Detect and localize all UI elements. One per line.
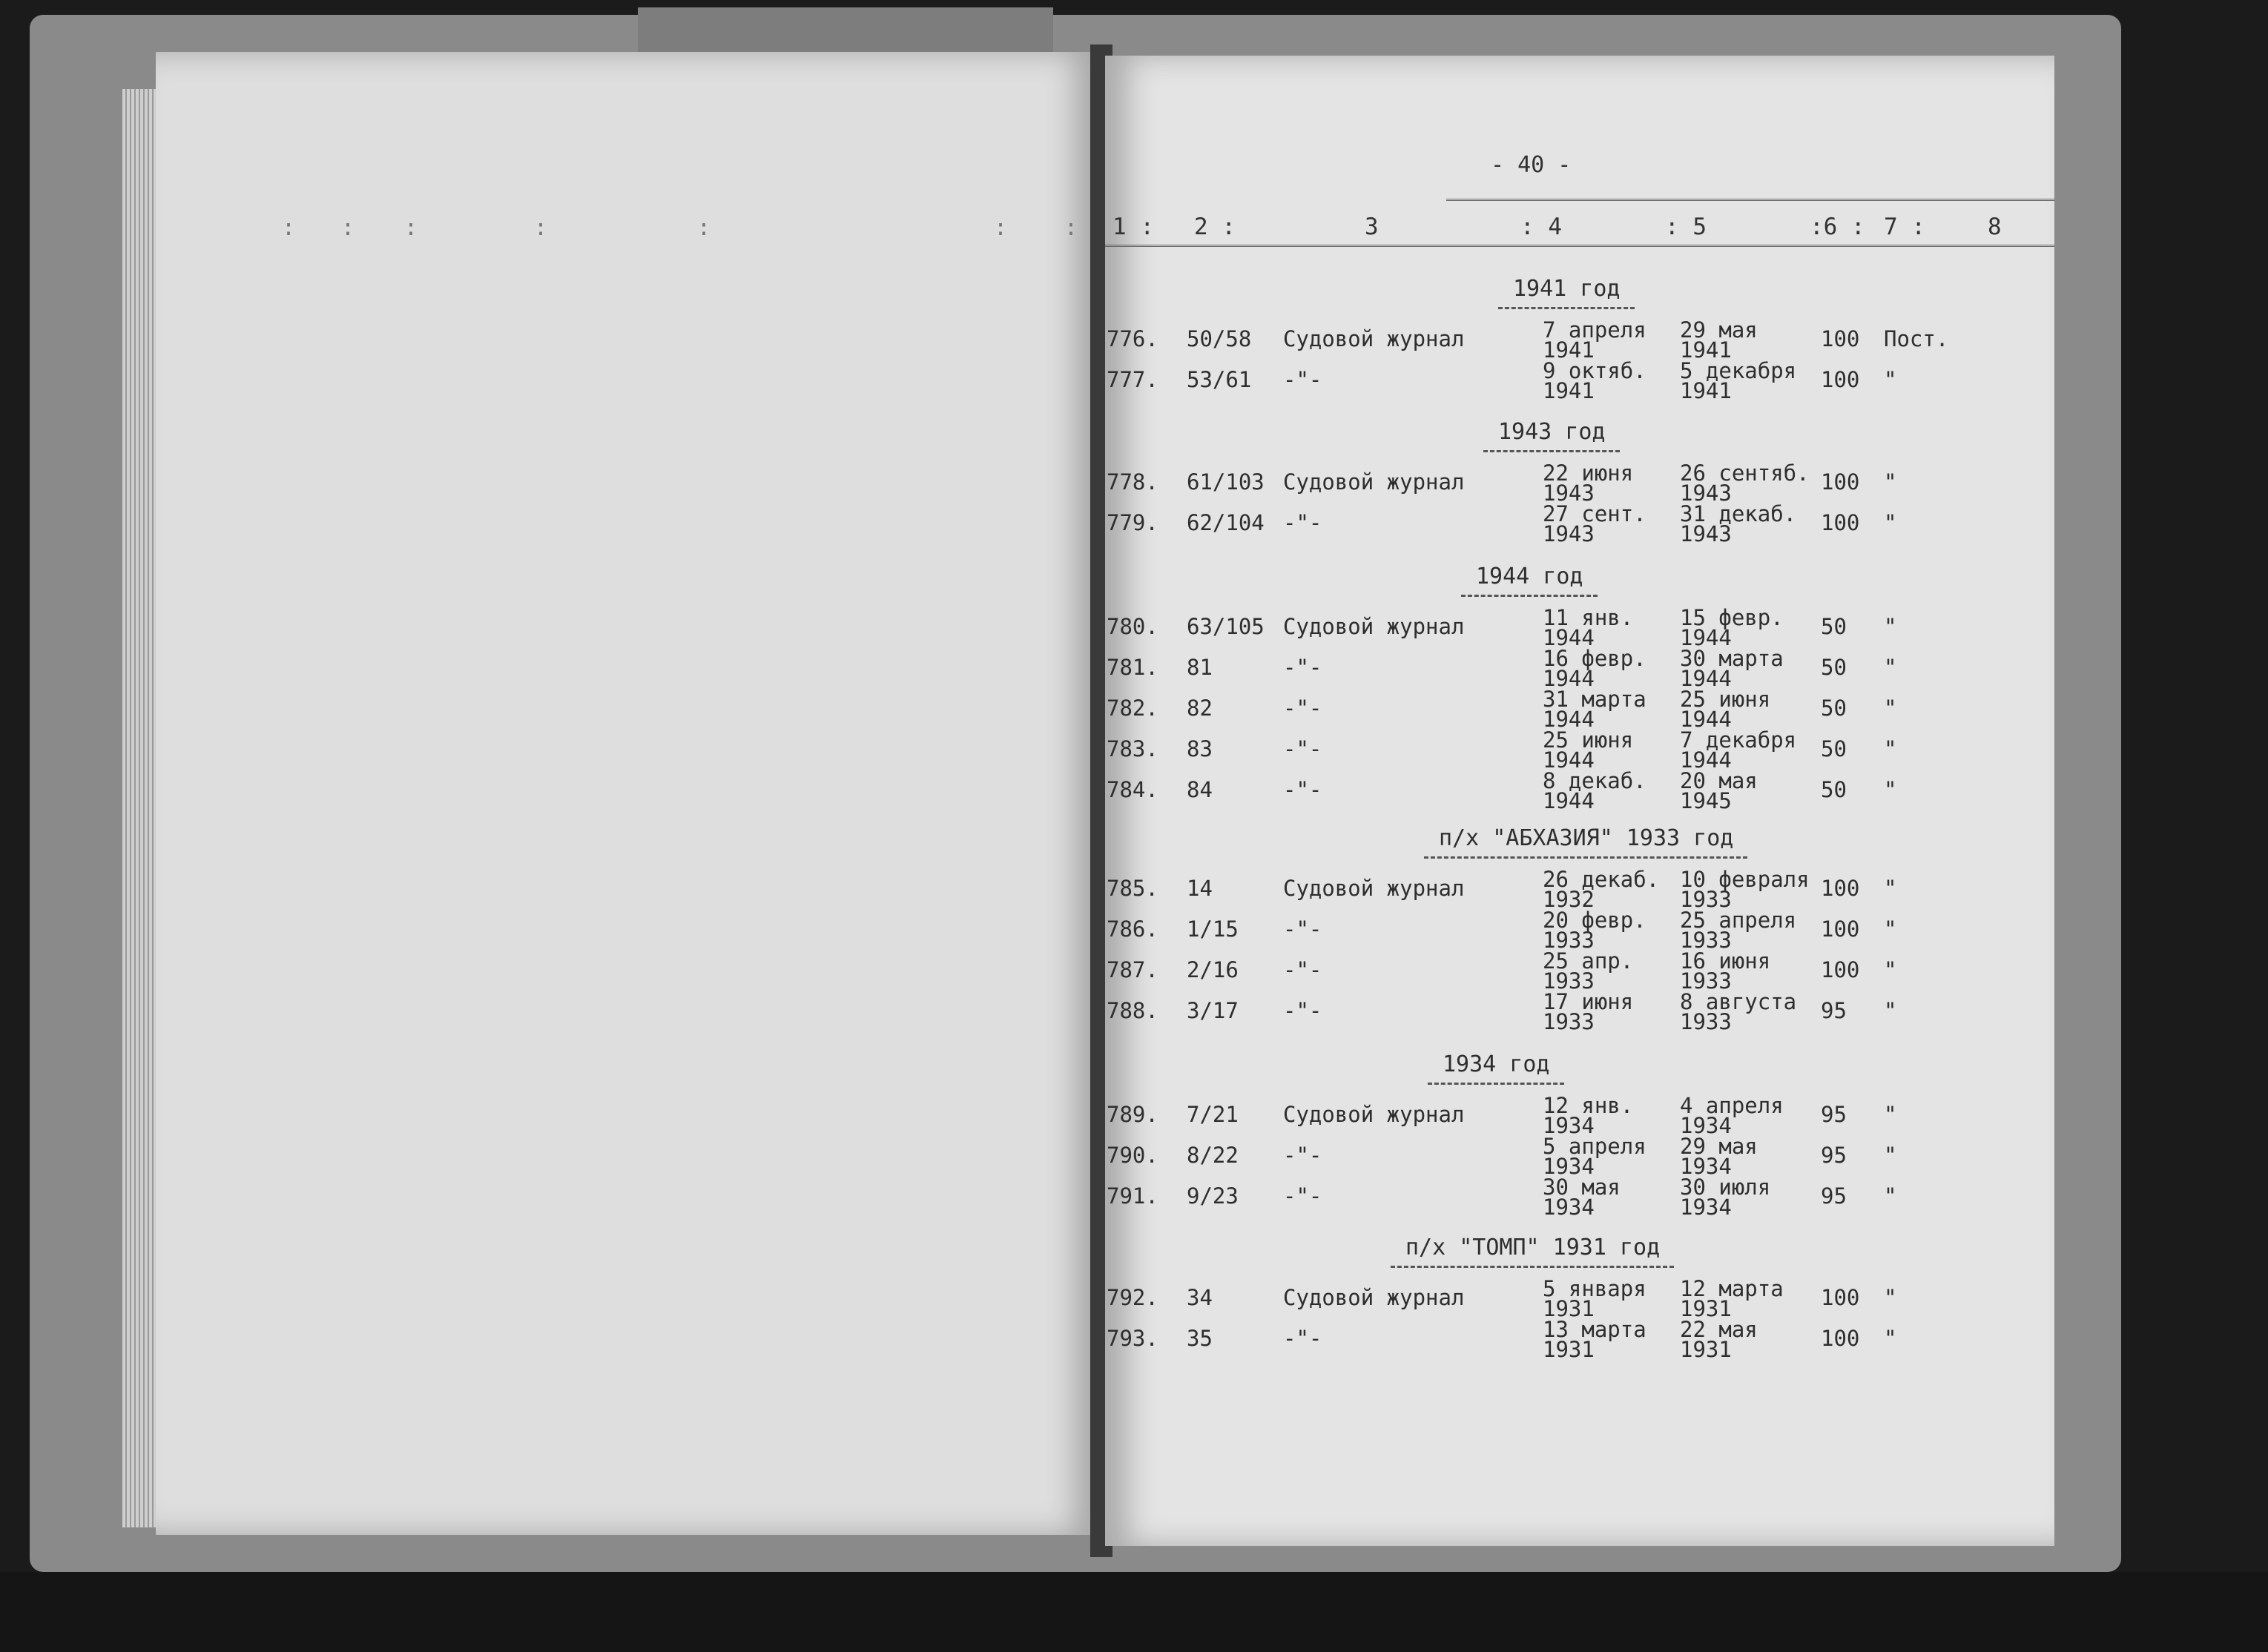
cell-title: -"- bbox=[1283, 1143, 1322, 1168]
cell-num: 783. bbox=[1107, 736, 1158, 761]
cell-qty: 100 bbox=[1821, 916, 1860, 942]
cell-end: 25 июня 1944 bbox=[1680, 687, 1771, 732]
cell-title: -"- bbox=[1283, 777, 1322, 802]
cell-start: 5 января 1931 bbox=[1543, 1276, 1646, 1321]
background-shadow bbox=[0, 1572, 2268, 1652]
cell-title: Судовой журнал bbox=[1283, 1102, 1465, 1127]
column-header-c3: 3 bbox=[1365, 214, 1379, 240]
cell-end: 4 апреля 1934 bbox=[1680, 1093, 1784, 1138]
cell-title: -"- bbox=[1283, 998, 1322, 1023]
cell-code: 61/103 bbox=[1187, 469, 1265, 495]
column-header-c5: : 5 bbox=[1665, 214, 1707, 240]
cell-code: 14 bbox=[1187, 876, 1213, 901]
cell-start: 27 сент. 1943 bbox=[1543, 501, 1646, 546]
cell-title: Судовой журнал bbox=[1283, 876, 1465, 901]
cell-qty: 100 bbox=[1821, 469, 1860, 495]
cell-start: 7 апреля 1941 bbox=[1543, 317, 1646, 363]
cell-end: 22 мая 1931 bbox=[1680, 1317, 1758, 1362]
cell-num: 780. bbox=[1107, 614, 1158, 639]
section-underline bbox=[1428, 1083, 1564, 1085]
cell-num: 778. bbox=[1107, 469, 1158, 495]
cell-start: 16 февр. 1944 bbox=[1543, 646, 1646, 691]
bleed-mark: : bbox=[534, 215, 548, 241]
cell-term: Пост. bbox=[1884, 326, 1949, 351]
cell-code: 82 bbox=[1187, 696, 1213, 721]
cell-qty: 100 bbox=[1821, 876, 1860, 901]
cell-qty: 95 bbox=[1821, 1183, 1847, 1209]
section-title: 1934 год bbox=[1443, 1051, 1550, 1077]
cell-code: 9/23 bbox=[1187, 1183, 1239, 1209]
cell-end: 26 сентяб. 1943 bbox=[1680, 460, 1810, 506]
cell-end: 10 февраля 1933 bbox=[1680, 867, 1810, 912]
cell-num: 777. bbox=[1107, 367, 1158, 392]
cell-num: 785. bbox=[1107, 876, 1158, 901]
cell-qty: 100 bbox=[1821, 957, 1860, 982]
cell-end: 20 мая 1945 bbox=[1680, 768, 1758, 813]
cell-title: -"- bbox=[1283, 916, 1322, 942]
cell-start: 12 янв. 1934 bbox=[1543, 1093, 1634, 1138]
cell-code: 7/21 bbox=[1187, 1102, 1239, 1127]
cell-start: 25 июня 1944 bbox=[1543, 727, 1634, 773]
cell-term: " bbox=[1884, 736, 1897, 761]
cell-start: 5 апреля 1934 bbox=[1543, 1134, 1646, 1179]
cell-code: 50/58 bbox=[1187, 326, 1252, 351]
cell-code: 53/61 bbox=[1187, 367, 1252, 392]
column-header-c4: : 4 bbox=[1520, 214, 1562, 240]
cell-start: 31 марта 1944 bbox=[1543, 687, 1646, 732]
header-rule-top bbox=[1446, 199, 2054, 201]
cell-start: 25 апр. 1933 bbox=[1543, 948, 1634, 994]
cell-title: Судовой журнал bbox=[1283, 326, 1465, 351]
cell-end: 15 февр. 1944 bbox=[1680, 605, 1784, 650]
cell-term: " bbox=[1884, 998, 1897, 1023]
cell-title: -"- bbox=[1283, 736, 1322, 761]
cell-end: 8 августа 1933 bbox=[1680, 989, 1797, 1034]
cell-title: -"- bbox=[1283, 510, 1322, 535]
cell-end: 31 декаб. 1943 bbox=[1680, 501, 1797, 546]
cell-code: 3/17 bbox=[1187, 998, 1239, 1023]
left-page bbox=[156, 52, 1098, 1535]
cell-code: 81 bbox=[1187, 655, 1213, 680]
cell-term: " bbox=[1884, 655, 1897, 680]
cell-num: 791. bbox=[1107, 1183, 1158, 1209]
cell-end: 12 марта 1931 bbox=[1680, 1276, 1784, 1321]
cell-term: " bbox=[1884, 1285, 1897, 1310]
bleed-mark: : bbox=[1064, 215, 1078, 241]
cell-term: " bbox=[1884, 1102, 1897, 1127]
cell-qty: 100 bbox=[1821, 510, 1860, 535]
bleed-mark: : bbox=[994, 215, 1008, 241]
cell-term: " bbox=[1884, 916, 1897, 942]
section-underline bbox=[1483, 450, 1620, 452]
cell-num: 792. bbox=[1107, 1285, 1158, 1310]
cell-qty: 100 bbox=[1821, 326, 1860, 351]
cell-qty: 50 bbox=[1821, 736, 1847, 761]
cell-title: -"- bbox=[1283, 696, 1322, 721]
cell-num: 782. bbox=[1107, 696, 1158, 721]
cell-end: 30 июля 1934 bbox=[1680, 1174, 1771, 1220]
cell-title: -"- bbox=[1283, 655, 1322, 680]
cell-title: -"- bbox=[1283, 1326, 1322, 1351]
cell-qty: 50 bbox=[1821, 655, 1847, 680]
section-title: 1944 год bbox=[1476, 564, 1583, 589]
section-underline bbox=[1391, 1266, 1674, 1268]
bleed-mark: : bbox=[404, 215, 418, 241]
bleed-mark: : bbox=[282, 215, 296, 241]
cell-code: 35 bbox=[1187, 1326, 1213, 1351]
cell-start: 9 октяб. 1941 bbox=[1543, 358, 1646, 403]
column-header-c8: 8 bbox=[1988, 214, 2002, 240]
cell-term: " bbox=[1884, 469, 1897, 495]
cell-num: 793. bbox=[1107, 1326, 1158, 1351]
cell-term: " bbox=[1884, 777, 1897, 802]
cell-code: 84 bbox=[1187, 777, 1213, 802]
cell-qty: 95 bbox=[1821, 1143, 1847, 1168]
cell-start: 11 янв. 1944 bbox=[1543, 605, 1634, 650]
cell-start: 8 декаб. 1944 bbox=[1543, 768, 1646, 813]
cell-num: 779. bbox=[1107, 510, 1158, 535]
cell-qty: 50 bbox=[1821, 614, 1847, 639]
cell-end: 25 апреля 1933 bbox=[1680, 908, 1797, 953]
section-title: п/х "ТОМП" 1931 год bbox=[1405, 1235, 1661, 1261]
page-number: - 40 - bbox=[1491, 152, 1572, 178]
cell-start: 20 февр. 1933 bbox=[1543, 908, 1646, 953]
cell-num: 776. bbox=[1107, 326, 1158, 351]
bleed-mark: : bbox=[697, 215, 711, 241]
cell-term: " bbox=[1884, 1143, 1897, 1168]
cell-title: -"- bbox=[1283, 957, 1322, 982]
cell-qty: 50 bbox=[1821, 696, 1847, 721]
column-header-c2: 2 : bbox=[1194, 214, 1236, 240]
cell-num: 790. bbox=[1107, 1143, 1158, 1168]
cell-term: " bbox=[1884, 1326, 1897, 1351]
cell-term: " bbox=[1884, 957, 1897, 982]
cell-qty: 95 bbox=[1821, 1102, 1847, 1127]
cell-title: Судовой журнал bbox=[1283, 1285, 1465, 1310]
cell-end: 5 декабря 1941 bbox=[1680, 358, 1797, 403]
cell-term: " bbox=[1884, 1183, 1897, 1209]
cell-term: " bbox=[1884, 510, 1897, 535]
header-rule-bottom bbox=[1105, 245, 2054, 247]
cell-start: 26 декаб. 1932 bbox=[1543, 867, 1660, 912]
page-edges bbox=[122, 89, 159, 1527]
cell-num: 784. bbox=[1107, 777, 1158, 802]
cell-code: 62/104 bbox=[1187, 510, 1265, 535]
column-header-c1: 1 : bbox=[1112, 214, 1154, 240]
cell-end: 29 мая 1934 bbox=[1680, 1134, 1758, 1179]
cell-code: 2/16 bbox=[1187, 957, 1239, 982]
section-title: п/х "АБХАЗИЯ" 1933 год bbox=[1439, 825, 1734, 851]
cell-code: 63/105 bbox=[1187, 614, 1265, 639]
cell-title: Судовой журнал bbox=[1283, 469, 1465, 495]
cell-title: -"- bbox=[1283, 367, 1322, 392]
section-underline bbox=[1424, 856, 1747, 859]
column-header-c7: 7 : bbox=[1884, 214, 1925, 240]
cell-qty: 100 bbox=[1821, 1285, 1860, 1310]
cell-title: Судовой журнал bbox=[1283, 614, 1465, 639]
cell-num: 789. bbox=[1107, 1102, 1158, 1127]
cell-num: 787. bbox=[1107, 957, 1158, 982]
cell-num: 788. bbox=[1107, 998, 1158, 1023]
cell-end: 30 марта 1944 bbox=[1680, 646, 1784, 691]
cell-end: 16 июня 1933 bbox=[1680, 948, 1771, 994]
cell-start: 30 мая 1934 bbox=[1543, 1174, 1621, 1220]
cell-code: 83 bbox=[1187, 736, 1213, 761]
cell-end: 7 декабря 1944 bbox=[1680, 727, 1797, 773]
cell-qty: 50 bbox=[1821, 777, 1847, 802]
cell-num: 786. bbox=[1107, 916, 1158, 942]
cell-qty: 100 bbox=[1821, 1326, 1860, 1351]
cell-qty: 95 bbox=[1821, 998, 1847, 1023]
cell-code: 8/22 bbox=[1187, 1143, 1239, 1168]
cell-term: " bbox=[1884, 367, 1897, 392]
cell-start: 17 июня 1933 bbox=[1543, 989, 1634, 1034]
cell-term: " bbox=[1884, 614, 1897, 639]
cell-code: 34 bbox=[1187, 1285, 1213, 1310]
section-title: 1943 год bbox=[1498, 419, 1606, 445]
cell-qty: 100 bbox=[1821, 367, 1860, 392]
cell-term: " bbox=[1884, 696, 1897, 721]
cell-term: " bbox=[1884, 876, 1897, 901]
column-header-c6: :6 : bbox=[1810, 214, 1865, 240]
cell-end: 29 мая 1941 bbox=[1680, 317, 1758, 363]
section-title: 1941 год bbox=[1513, 276, 1621, 302]
cell-code: 1/15 bbox=[1187, 916, 1239, 942]
section-underline bbox=[1461, 595, 1598, 597]
section-underline bbox=[1498, 307, 1635, 309]
cell-num: 781. bbox=[1107, 655, 1158, 680]
bleed-mark: : bbox=[341, 215, 355, 241]
cell-start: 13 марта 1931 bbox=[1543, 1317, 1646, 1362]
cell-title: -"- bbox=[1283, 1183, 1322, 1209]
cell-start: 22 июня 1943 bbox=[1543, 460, 1634, 506]
